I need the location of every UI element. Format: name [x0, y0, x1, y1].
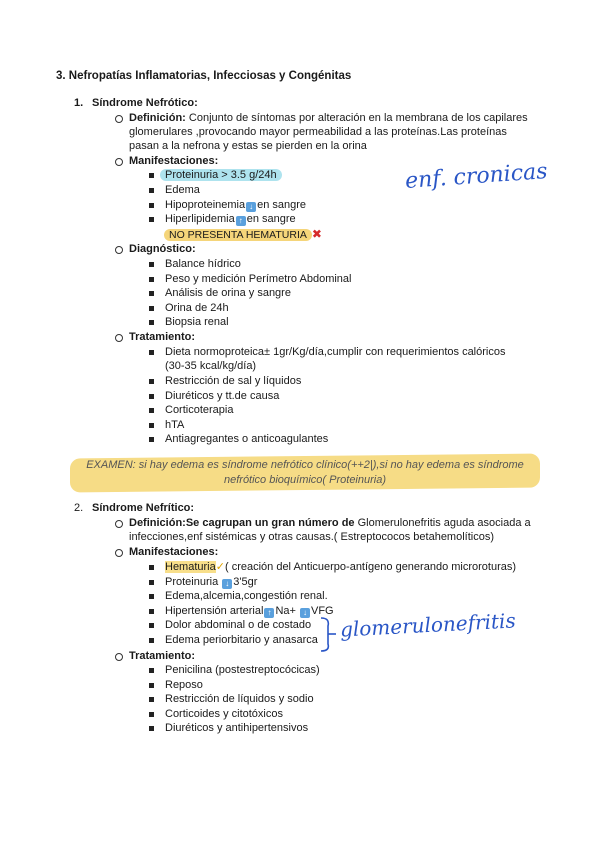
bullet-square-icon	[149, 408, 154, 413]
bullet-square-icon	[149, 291, 154, 296]
bullet-square-icon	[149, 379, 154, 384]
s2-man-item-1-suffix: 3'5gr	[233, 576, 258, 588]
check-mark-icon: ✓	[215, 561, 225, 573]
bullet-square-icon	[149, 203, 154, 208]
s1-man-item-3-text: Hiperlipidemia	[165, 213, 235, 225]
bullet-square-icon	[149, 217, 154, 222]
bullet-circle-icon	[115, 115, 123, 123]
s2-definition-line-2: infecciones,enf sistémicas y otras causas.( Estreptococos betahemolíticos)	[129, 531, 494, 543]
bullet-square-icon	[149, 609, 154, 614]
bullet-square-icon	[149, 306, 154, 311]
s2-man-item-4: Dolor abdominal o de costado	[165, 619, 312, 631]
s2-definition-line-1	[129, 516, 531, 530]
arrow-up-icon: ↑	[264, 608, 274, 618]
s1-definition-text: Conjunto de síntomas por alteración en la membrana de los capilares	[185, 112, 528, 124]
bullet-square-icon	[149, 350, 154, 355]
s1-diag-item-3: Orina de 24h	[165, 302, 229, 314]
s2-definition-label: Definición:Se cagrupan un gran número de	[129, 517, 355, 529]
s1-trat-item-4: hTA	[165, 419, 185, 431]
bullet-square-icon	[149, 262, 154, 267]
no-hematuria-note	[164, 227, 322, 242]
bullet-square-icon	[149, 683, 154, 688]
bullet-square-icon	[149, 173, 154, 178]
bullet-square-icon	[149, 320, 154, 325]
bullet-square-icon	[149, 423, 154, 428]
exam-note	[72, 458, 538, 488]
s1-trat-item-3: Corticoterapia	[165, 404, 234, 416]
s2-trat-item-2: Restricción de líquidos y sodio	[165, 693, 314, 705]
s2-man-item-3-text: Hipertensión arterial	[165, 605, 264, 617]
arrow-up-icon: ↑	[236, 216, 246, 226]
s1-tratamiento-label: Tratamiento:	[129, 331, 196, 343]
s1-man-item-2-suffix: en sangre	[257, 199, 307, 211]
s2-manifestaciones-label: Manifestaciones:	[129, 546, 219, 558]
s2-definition-text: Glomerulonefritis aguda asociada a	[354, 517, 531, 529]
s1-man-item-1: Edema	[165, 184, 200, 196]
s1-diag-item-0: Balance hídrico	[165, 258, 241, 270]
arrow-down-icon: ↓	[300, 608, 310, 618]
section-1-heading: Síndrome Nefrótico:	[92, 97, 198, 109]
page-title: 3. Nefropatías Inflamatorias, Infecciosas y Congénitas	[56, 70, 352, 82]
s2-man-item-0	[165, 560, 516, 574]
s1-definition-label: Definición:	[129, 112, 186, 124]
s1-diagnostico-label: Diagnóstico:	[129, 243, 196, 255]
s2-trat-item-3: Corticoides y citotóxicos	[165, 708, 283, 720]
s2-man-item-3-na: Na+	[275, 605, 296, 617]
handwritten-note-1: enf. cronicas	[404, 159, 549, 194]
s1-man-item-3-suffix: en sangre	[246, 213, 296, 225]
s1-diag-item-4: Biopsia renal	[165, 316, 229, 328]
cross-mark-icon: ✖	[311, 227, 322, 241]
bullet-square-icon	[149, 594, 154, 599]
bullet-square-icon	[149, 726, 154, 731]
bullet-square-icon	[149, 712, 154, 717]
s2-trat-item-0: Penicilina (postestreptocócicas)	[165, 664, 320, 676]
bullet-square-icon	[149, 668, 154, 673]
s2-man-item-5: Edema periorbitario y anasarca	[165, 634, 318, 646]
handwritten-note-2: glomerulonefritis	[339, 608, 517, 642]
s2-man-item-3	[165, 604, 334, 618]
s1-man-item-0	[160, 168, 282, 182]
s2-man-item-3-vfg: VFG	[311, 605, 334, 617]
exam-note-line-1: EXAMEN: si hay edema es síndrome nefrótico clínico(++2|),si no hay edema es síndrome	[86, 459, 524, 471]
bullet-circle-icon	[115, 158, 123, 166]
bullet-square-icon	[149, 188, 154, 193]
yellow-highlight: NO PRESENTA HEMATURIA	[164, 229, 312, 241]
bullet-circle-icon	[115, 549, 123, 557]
s2-man-item-2: Edema,alcemia,congestión renal.	[165, 590, 328, 602]
s1-trat-item-0-line-1: Dieta normoproteica± 1gr/Kg/día,cumplir con requerimientos calóricos	[165, 346, 506, 358]
s1-man-item-2	[165, 198, 306, 212]
s1-trat-item-2: Diuréticos y tt.de causa	[165, 390, 280, 402]
bullet-square-icon	[149, 437, 154, 442]
s1-trat-item-0-line-2: (30-35 kcal/kg/día)	[165, 360, 257, 372]
s1-trat-item-1: Restricción de sal y líquidos	[165, 375, 302, 387]
bullet-square-icon	[149, 277, 154, 282]
bullet-square-icon	[149, 623, 154, 628]
bullet-square-icon	[149, 580, 154, 585]
bullet-circle-icon	[115, 653, 123, 661]
arrow-down-icon: ↓	[246, 202, 256, 212]
cyan-highlight: Proteinuria > 3.5 g/24h	[160, 169, 282, 181]
s1-definition-line-1	[129, 111, 528, 125]
s1-man-item-2-text: Hipoproteinemia	[165, 199, 246, 211]
s1-diag-item-1: Peso y medición Perímetro Abdominal	[165, 273, 352, 285]
s1-diag-item-2: Análisis de orina y sangre	[165, 287, 291, 299]
s2-trat-item-4: Diuréticos y antihipertensivos	[165, 722, 309, 734]
section-2-heading: Síndrome Nefrítico:	[92, 502, 195, 514]
section-1-number: 1.	[74, 97, 84, 109]
bullet-square-icon	[149, 394, 154, 399]
s2-trat-item-1: Reposo	[165, 679, 203, 691]
s1-man-item-3	[165, 212, 296, 226]
s2-man-item-1-text: Proteinuria	[165, 576, 219, 588]
s2-man-item-1	[165, 575, 257, 589]
bullet-circle-icon	[115, 246, 123, 254]
s1-manifestaciones-label: Manifestaciones:	[129, 155, 219, 167]
s2-man-item-0-text: ( creación del Anticuerpo-antígeno generando microroturas)	[224, 561, 517, 573]
s2-tratamiento-label: Tratamiento:	[129, 650, 196, 662]
bullet-square-icon	[149, 565, 154, 570]
section-2-number: 2.	[74, 502, 84, 514]
bullet-square-icon	[149, 697, 154, 702]
bracket-icon	[318, 614, 338, 654]
s1-definition-line-3: pasan a la nefrona y estas se pierden en la orina	[129, 140, 367, 152]
s1-definition-line-2: glomerulares ,provocando mayor permeabilidad a las proteínas.Las proteínas	[129, 126, 507, 138]
s1-trat-item-5: Antiagregantes o anticoagulantes	[165, 433, 329, 445]
bullet-circle-icon	[115, 334, 123, 342]
bullet-square-icon	[149, 638, 154, 643]
exam-note-line-2: nefrótico bioquímico( Proteinuria)	[223, 474, 387, 486]
yellow-highlight: Hematuria	[165, 561, 216, 573]
arrow-down-icon: ↓	[222, 579, 232, 589]
bullet-circle-icon	[115, 520, 123, 528]
